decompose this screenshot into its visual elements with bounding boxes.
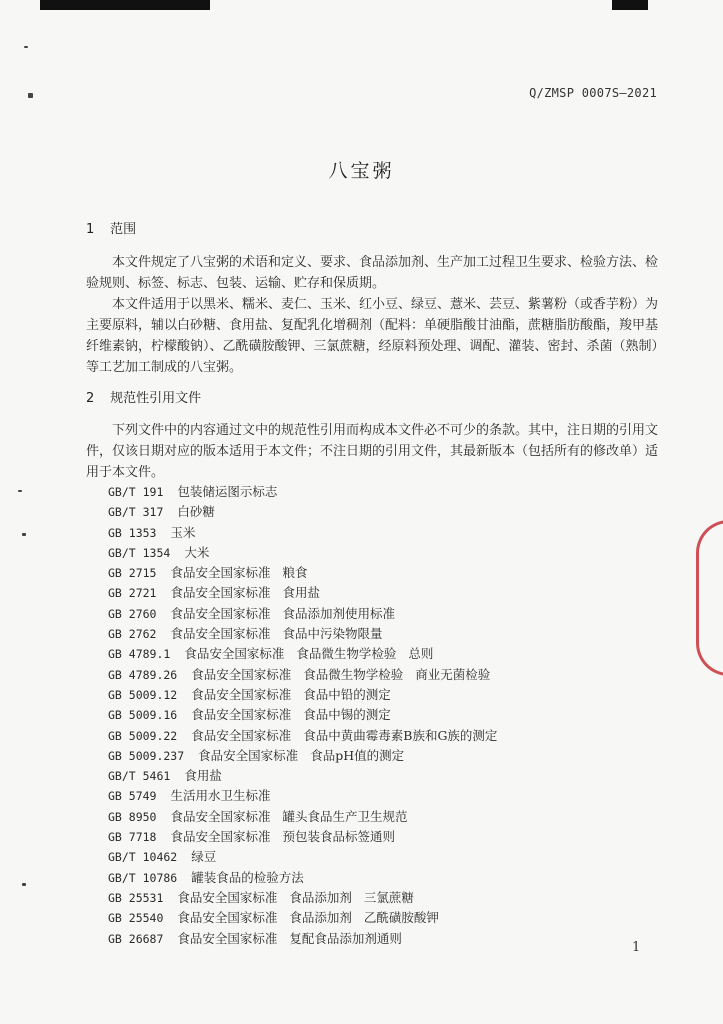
reference-item bbox=[108, 746, 509, 766]
reference-item bbox=[108, 827, 509, 847]
standard-title-part: 食用盐 bbox=[184, 768, 222, 784]
reference-item bbox=[108, 624, 509, 644]
standard-code: GB 2715 bbox=[108, 566, 157, 581]
standard-title-part: 食品安全国家标准 bbox=[170, 808, 271, 824]
standard-title-part: 食品中黄曲霉毒素B族和G族的测定 bbox=[303, 727, 498, 743]
standard-title-part: 罐头食品生产卫生规范 bbox=[282, 808, 408, 824]
standard-title-part: 食品安全国家标准 bbox=[198, 747, 299, 763]
reference-item bbox=[108, 502, 509, 522]
reference-item bbox=[108, 543, 509, 563]
reference-item bbox=[108, 908, 509, 928]
reference-item bbox=[108, 929, 509, 949]
standard-code: GB 26687 bbox=[108, 931, 164, 946]
reference-item bbox=[108, 665, 509, 685]
standard-title-part: 玉米 bbox=[170, 524, 196, 540]
scan-edge-mark bbox=[40, 0, 210, 10]
standard-title-part: 食品中铅的测定 bbox=[303, 686, 391, 702]
section-number: 1 bbox=[86, 222, 95, 237]
reference-item bbox=[108, 868, 509, 888]
standard-title-part: 食品中污染物限量 bbox=[282, 626, 383, 642]
reference-item bbox=[108, 766, 509, 786]
standard-title-part: 食品安全国家标准 bbox=[177, 889, 278, 905]
reference-item bbox=[108, 523, 509, 543]
standard-code: GB 8950 bbox=[108, 809, 157, 824]
section-2-intro bbox=[86, 420, 658, 483]
standard-code: GB 25540 bbox=[108, 911, 164, 926]
standard-title-part: 食品添加剂 bbox=[289, 889, 352, 905]
standard-code: GB 4789.26 bbox=[108, 667, 178, 682]
reference-item bbox=[108, 726, 509, 746]
reference-item bbox=[108, 604, 509, 624]
standard-title-part: 食品微生物学检验 bbox=[303, 666, 404, 682]
standard-code: GB 2762 bbox=[108, 627, 157, 642]
scan-speck bbox=[22, 883, 26, 886]
section-number: 2 bbox=[86, 391, 95, 406]
standard-code: GB/T 10786 bbox=[108, 870, 178, 885]
standard-code: GB 5009.22 bbox=[108, 728, 178, 743]
standard-code: GB/T 10462 bbox=[108, 850, 178, 865]
document-code: Q/ZMSP 0007S—2021 bbox=[529, 86, 657, 100]
standard-title-part: 大米 bbox=[184, 544, 210, 560]
standard-code: GB 5749 bbox=[108, 789, 157, 804]
standard-code: GB/T 317 bbox=[108, 505, 164, 520]
standard-title-part: 食品安全国家标准 bbox=[191, 686, 292, 702]
section-title: 规范性引用文件 bbox=[110, 391, 202, 406]
reference-list bbox=[108, 482, 509, 949]
standard-title-part: 食品安全国家标准 bbox=[191, 727, 292, 743]
standard-title-part: 食品安全国家标准 bbox=[170, 626, 271, 642]
reference-item bbox=[108, 807, 509, 827]
standard-code: GB 1353 bbox=[108, 525, 157, 540]
reference-item bbox=[108, 888, 509, 908]
standard-title-part: 绿豆 bbox=[191, 849, 217, 865]
standard-title-part: 预包装食品标签通则 bbox=[282, 829, 395, 845]
standard-title-part: 白砂糖 bbox=[177, 504, 215, 520]
standard-code: GB 2721 bbox=[108, 586, 157, 601]
standard-title-part: 总则 bbox=[408, 646, 434, 662]
scan-speck bbox=[24, 46, 28, 48]
standard-title-part: 食品pH值的测定 bbox=[310, 747, 405, 763]
reference-item bbox=[108, 786, 509, 806]
scan-speck bbox=[22, 533, 26, 536]
standard-title-part: 食品安全国家标准 bbox=[170, 585, 271, 601]
section-2-heading bbox=[86, 387, 201, 406]
reference-item bbox=[108, 685, 509, 705]
standard-title-part: 食品安全国家标准 bbox=[177, 930, 278, 946]
page-number: 1 bbox=[632, 940, 641, 955]
seal-stamp-edge bbox=[696, 520, 723, 676]
page-title: 八宝粥 bbox=[328, 160, 395, 182]
standard-title-part: 罐装食品的检验方法 bbox=[191, 869, 304, 885]
standard-code: GB/T 191 bbox=[108, 485, 164, 499]
standard-code: GB 5009.237 bbox=[108, 748, 185, 763]
standard-title-part: 生活用水卫生标准 bbox=[170, 788, 271, 804]
standard-title-part: 食用盐 bbox=[282, 585, 320, 601]
reference-item bbox=[108, 847, 509, 867]
standard-title-part: 商业无菌检验 bbox=[415, 666, 491, 682]
standard-title-part: 食品安全国家标准 bbox=[170, 605, 271, 621]
standard-title-part: 食品添加剂使用标准 bbox=[282, 605, 395, 621]
standard-title-part: 复配食品添加剂通则 bbox=[289, 930, 402, 946]
reference-item bbox=[108, 482, 509, 502]
standard-title-part: 食品添加剂 bbox=[289, 910, 352, 926]
section-1-body bbox=[86, 252, 658, 378]
standard-title-part: 包装储运图示标志 bbox=[177, 484, 278, 499]
standard-code: GB 5009.12 bbox=[108, 687, 178, 702]
standard-title-part: 食品微生物学检验 bbox=[296, 646, 397, 662]
scan-edge-mark bbox=[612, 0, 648, 10]
standard-title-part: 三氯蔗糖 bbox=[363, 889, 414, 905]
standard-title-part: 食品安全国家标准 bbox=[191, 707, 292, 723]
section-1-heading bbox=[86, 218, 136, 237]
reference-item bbox=[108, 563, 509, 583]
standard-code: GB 7718 bbox=[108, 830, 157, 845]
standard-title-part: 乙酰磺胺酸钾 bbox=[363, 910, 439, 926]
standard-code: GB 5009.16 bbox=[108, 708, 178, 723]
section-title: 范围 bbox=[110, 222, 137, 237]
scan-speck bbox=[28, 93, 33, 98]
standard-code: GB 25531 bbox=[108, 890, 164, 905]
scan-speck bbox=[18, 490, 22, 492]
reference-item bbox=[108, 705, 509, 725]
standard-code: GB 2760 bbox=[108, 606, 157, 621]
paragraph: 本文件适用于以黑米、糯米、麦仁、玉米、红小豆、绿豆、薏米、芸豆、紫薯粉（或香芋粉）为主要原料，辅以白砂糖、食用盐、复配乳化增稠剂（配料：单硬脂酸甘油酯，蔗糖脂肪酸酯，羧甲基纤维素钠，柠檬酸钠）、乙酰磺胺酸钾、三氯蔗糖，经原料预处理、调配、灌装、密封、杀菌（熟制）等工艺加工制成的八宝粥。 bbox=[86, 297, 659, 375]
standard-title-part: 食品安全国家标准 bbox=[170, 565, 271, 581]
standard-title-part: 粮食 bbox=[282, 565, 308, 581]
paragraph: 下列文件中的内容通过文中的规范性引用而构成本文件必不可少的条款。其中，注日期的引用文件，仅该日期对应的版本适用于本文件；不注日期的引用文件，其最新版本（包括所有的修改单）适用于本文件。 bbox=[86, 423, 659, 480]
standard-title-part: 食品安全国家标准 bbox=[170, 829, 271, 845]
standard-code: GB/T 1354 bbox=[108, 545, 171, 560]
paragraph: 本文件规定了八宝粥的术语和定义、要求、食品添加剂、生产加工过程卫生要求、检验方法、检验规则、标签、标志、包装、运输、贮存和保质期。 bbox=[86, 255, 659, 291]
reference-item bbox=[108, 644, 509, 664]
standard-title-part: 食品安全国家标准 bbox=[177, 910, 278, 926]
standard-title-part: 食品安全国家标准 bbox=[184, 646, 285, 662]
standard-code: GB 4789.1 bbox=[108, 647, 171, 662]
reference-item bbox=[108, 583, 509, 603]
standard-title-part: 食品中锡的测定 bbox=[303, 707, 391, 723]
standard-title-part: 食品安全国家标准 bbox=[191, 666, 292, 682]
standard-code: GB/T 5461 bbox=[108, 769, 171, 784]
